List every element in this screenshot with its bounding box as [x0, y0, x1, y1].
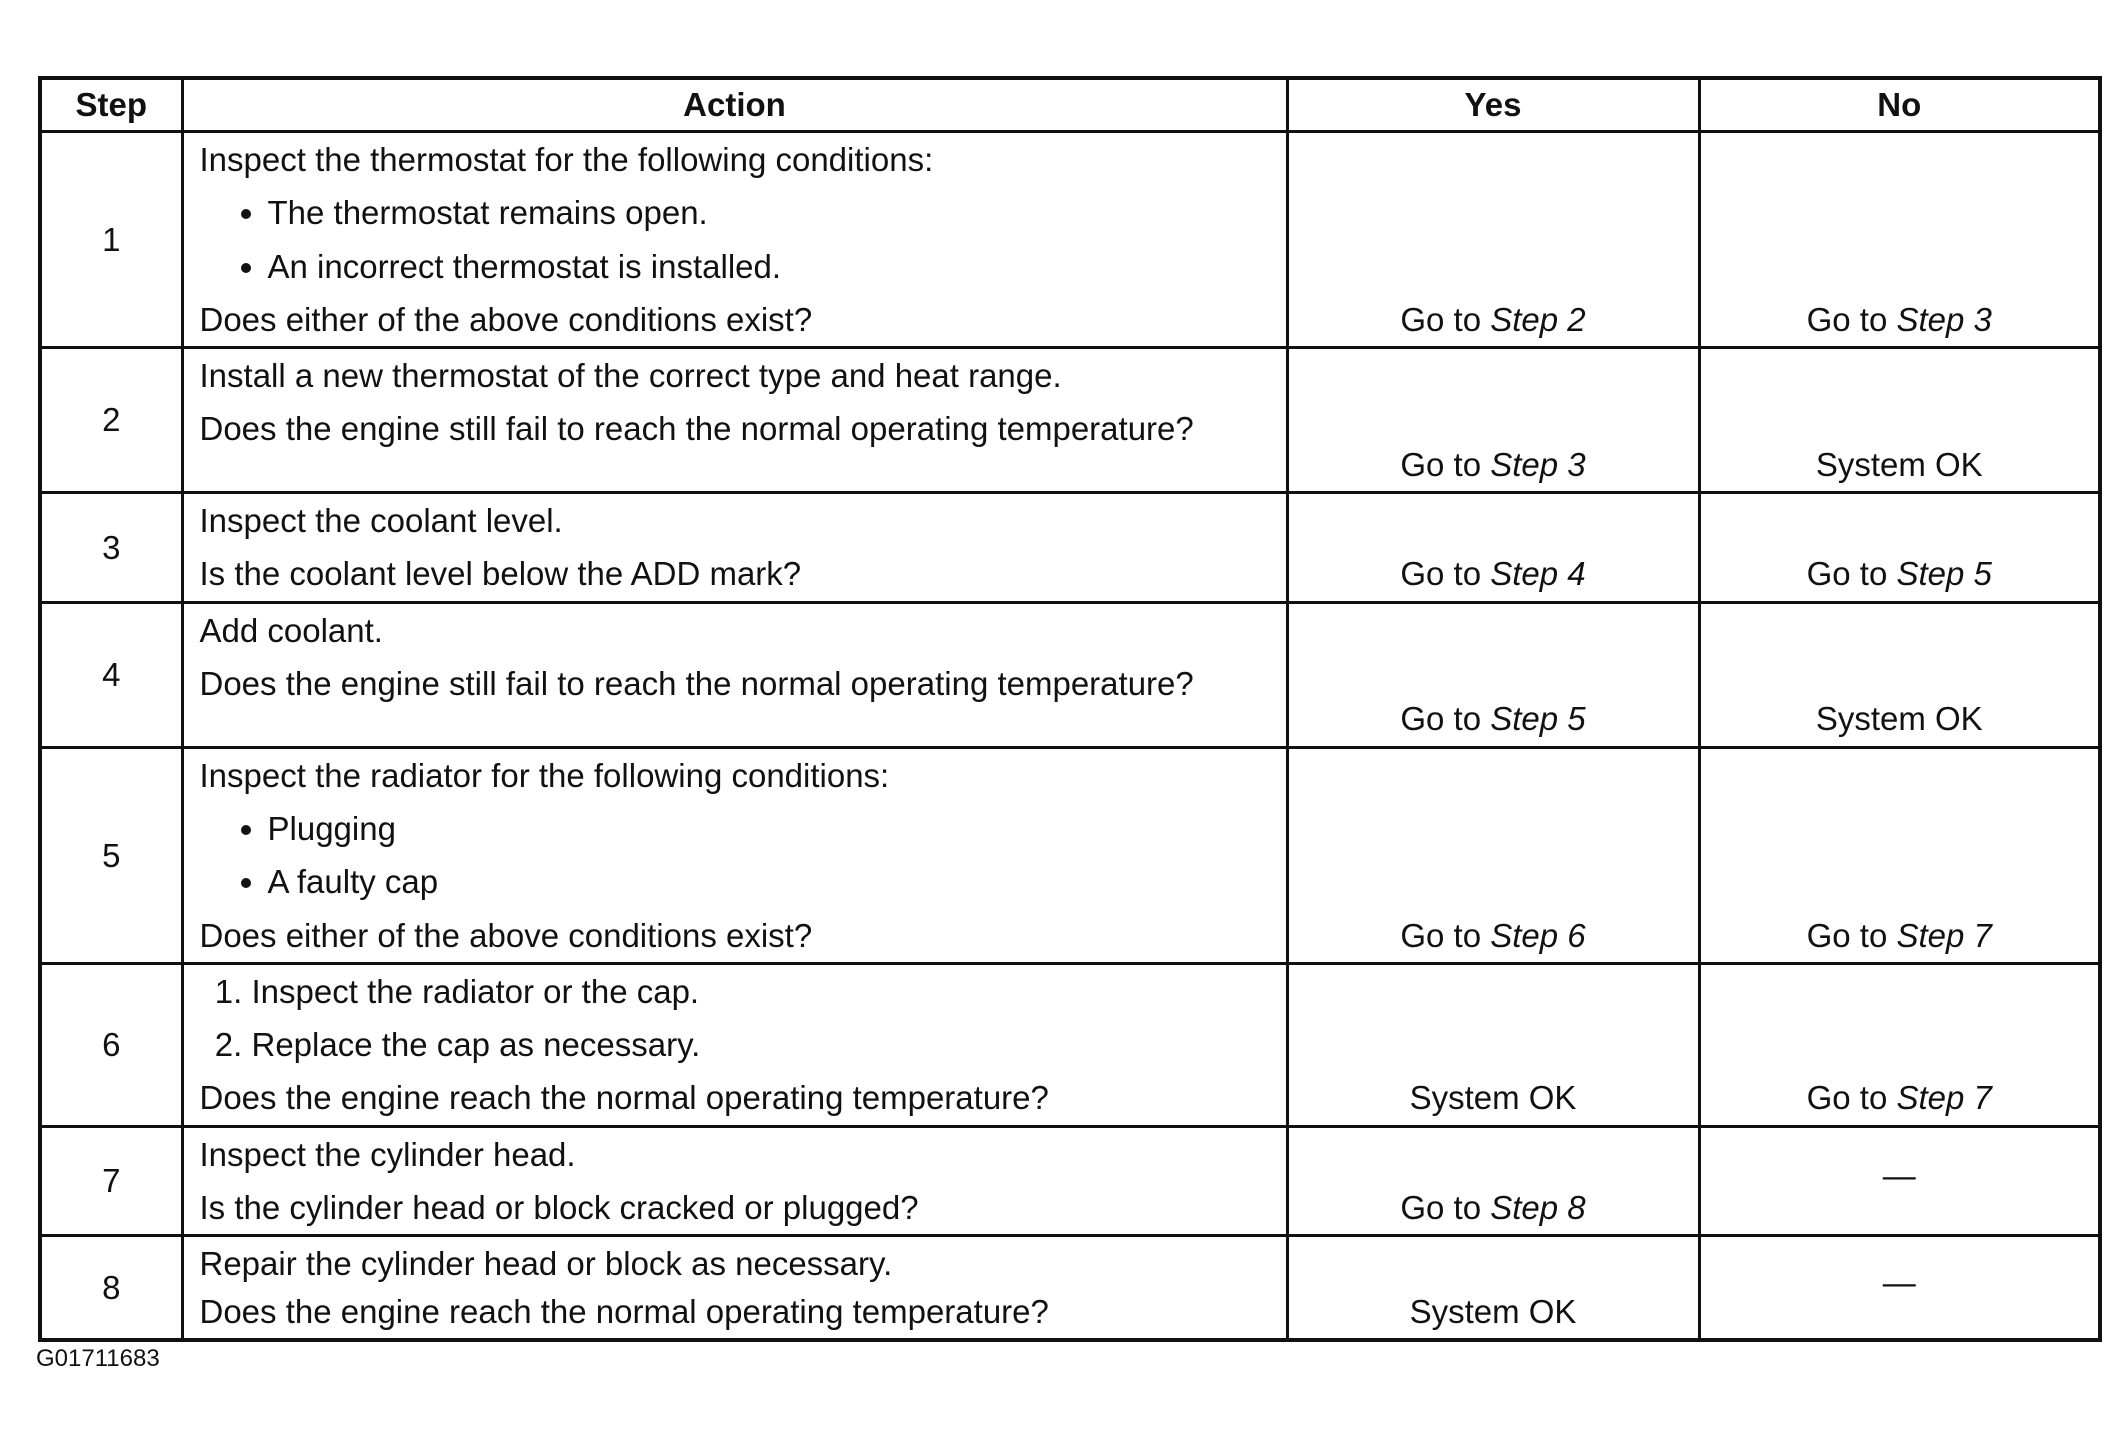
action-question: Is the coolant level below the ADD mark? — [199, 555, 802, 593]
step-row-2 — [40, 348, 2100, 493]
action-cell — [182, 348, 1287, 493]
step-row-3 — [40, 493, 2100, 603]
action-intro: Inspect the thermostat for the following conditions: — [199, 141, 934, 178]
action-question: Does the engine reach the normal operating temperature? — [199, 1292, 1049, 1330]
step-row-6 — [40, 963, 2100, 1126]
step-row-4 — [40, 602, 2100, 747]
yes-prefix: Go to — [1400, 1188, 1491, 1226]
no-prefix: Go to — [1806, 555, 1897, 593]
header-step: Step — [40, 78, 182, 132]
header-yes: Yes — [1287, 78, 1699, 132]
procedure-list — [200, 973, 1274, 1064]
no-result: System OK — [1699, 602, 2100, 747]
no-result — [1699, 747, 2100, 963]
no-step-link: Step 7 — [1896, 916, 1992, 954]
action-question: Does either of the above conditions exist? — [199, 300, 813, 338]
yes-prefix: Go to — [1400, 300, 1491, 338]
action-intro: Inspect the cylinder head. — [199, 1135, 576, 1173]
step-number: 3 — [40, 493, 182, 603]
step-number: 1 — [40, 132, 182, 348]
list-item: 2. Replace the cap as necessary. — [252, 1026, 1274, 1063]
no-step-link: Step 3 — [1896, 300, 1992, 338]
diagnostic-table — [38, 76, 2102, 1342]
action-question: Does the engine still fail to reach the normal operating temperature? — [199, 664, 1194, 702]
action-question: Is the cylinder head or block cracked or plugged? — [199, 1188, 919, 1226]
list-item: • The thermostat remains open. — [268, 194, 1274, 231]
action-intro: Install a new thermostat of the correct type and heat range. — [199, 357, 1062, 395]
no-result: — — [1699, 1236, 2100, 1340]
no-prefix: Go to — [1806, 916, 1897, 954]
yes-prefix: Go to — [1400, 916, 1491, 954]
figure-id: G01711683 — [36, 1345, 160, 1372]
yes-step-link: Step 8 — [1490, 1188, 1586, 1226]
no-step-link: Step 5 — [1896, 555, 1992, 593]
yes-step-link: Step 4 — [1490, 555, 1586, 593]
yes-result: System OK — [1287, 1236, 1699, 1340]
yes-result — [1287, 747, 1699, 963]
action-cell — [182, 132, 1287, 348]
yes-result — [1287, 1126, 1699, 1236]
action-cell — [182, 747, 1287, 963]
step-number: 8 — [40, 1236, 182, 1340]
no-result — [1699, 493, 2100, 603]
no-result: System OK — [1699, 348, 2100, 493]
action-intro: Repair the cylinder head or block as necessary. — [199, 1245, 893, 1283]
no-step-link: Step 7 — [1896, 1079, 1992, 1117]
step-number: 2 — [40, 348, 182, 493]
action-cell — [182, 1236, 1287, 1340]
header-no: No — [1699, 78, 2100, 132]
list-item: • An incorrect thermostat is installed. — [268, 248, 1274, 285]
step-number: 7 — [40, 1126, 182, 1236]
action-cell — [182, 493, 1287, 603]
action-intro: Add coolant. — [199, 611, 383, 649]
no-result: — — [1699, 1126, 2100, 1236]
yes-result — [1287, 602, 1699, 747]
action-cell — [182, 1126, 1287, 1236]
yes-step-link: Step 3 — [1490, 445, 1586, 483]
step-number: 6 — [40, 963, 182, 1126]
yes-result — [1287, 493, 1699, 603]
action-question: Does the engine still fail to reach the normal operating temperature? — [199, 410, 1194, 448]
action-intro: Inspect the coolant level. — [199, 502, 563, 540]
list-item: • Plugging — [268, 810, 1274, 847]
action-question: Does either of the above conditions exist? — [199, 916, 813, 954]
action-cell — [182, 602, 1287, 747]
header-row — [40, 78, 2100, 132]
yes-result: System OK — [1287, 963, 1699, 1126]
no-result — [1699, 132, 2100, 348]
action-intro: Inspect the radiator for the following conditions: — [199, 756, 890, 794]
yes-step-link: Step 2 — [1490, 300, 1586, 338]
header-action: Action — [182, 78, 1287, 132]
condition-list — [200, 194, 1274, 285]
yes-result — [1287, 132, 1699, 348]
yes-step-link: Step 6 — [1490, 916, 1586, 954]
step-row-7 — [40, 1126, 2100, 1236]
yes-prefix: Go to — [1400, 555, 1491, 593]
yes-result — [1287, 348, 1699, 493]
step-row-1 — [40, 132, 2100, 348]
list-item: • A faulty cap — [268, 863, 1274, 900]
no-result — [1699, 963, 2100, 1126]
no-prefix: Go to — [1806, 300, 1897, 338]
condition-list — [200, 810, 1274, 901]
list-item: 1. Inspect the radiator or the cap. — [252, 973, 1274, 1010]
step-row-5 — [40, 747, 2100, 963]
step-row-8 — [40, 1236, 2100, 1340]
no-prefix: Go to — [1806, 1079, 1897, 1117]
step-number: 5 — [40, 747, 182, 963]
yes-step-link: Step 5 — [1490, 700, 1586, 738]
step-number: 4 — [40, 602, 182, 747]
yes-prefix: Go to — [1400, 445, 1491, 483]
action-question: Does the engine reach the normal operating temperature? — [199, 1079, 1049, 1117]
action-cell — [182, 963, 1287, 1126]
yes-prefix: Go to — [1400, 700, 1491, 738]
